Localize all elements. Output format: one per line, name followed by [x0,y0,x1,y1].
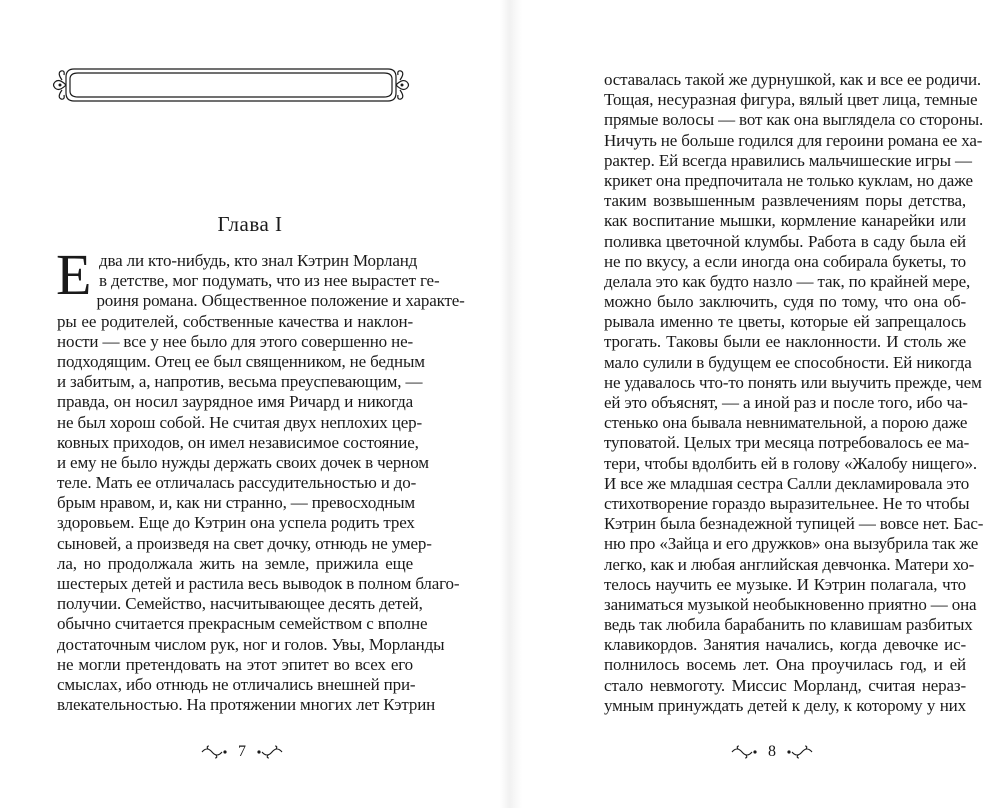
page-number: 7 [238,743,246,760]
text-line: не по вкусу, а если иногда она собирала букеты, то [604,251,966,271]
book-gutter [500,0,522,808]
text-line: получии. Семейство, насчитывающее десять детей, [57,594,423,614]
flourish-icon [256,745,284,759]
text-line: и ему не было нужды держать своих дочек в черном [57,452,429,472]
body-text [604,70,984,716]
page-number: 8 [768,743,776,760]
text-line: тери, чтобы вдолбить ей в голову «Жалобу нищего». [604,453,978,473]
ornamental-frame-icon [52,66,410,104]
text-line: обычно считается прекрасным семейством с вполне [57,614,428,634]
text-line: стало невмоготу. Миссис Морланд, считая нераз- [604,675,966,695]
text-line: Ничуть не больше годился для героини романа ее ха- [604,130,983,150]
text-line: таким возвышенным развлечениям поры детства, [604,191,966,211]
text-line: правда, он носил заурядное имя Ричард и никогда [57,392,413,412]
text-line: ры ее родителей, собственные качества и наклон- [57,311,413,331]
flourish-icon [786,745,814,759]
text-line: не удавалось что-то понять или выучить прежде, чем [604,372,982,392]
text-line: И все же младшая сестра Салли декламировала это [604,473,970,493]
text-line: делала это как будто назло — так, по крайней мере, [604,271,971,291]
text-line: туповатой. Целых три месяца потребовалось ее ма- [604,433,970,453]
text-line: два ли кто-нибудь, кто знал Кэтрин Морланд [99,251,418,270]
text-line: роиня романа. Общественное положение и характе- [96,291,465,311]
flourish-icon [730,745,758,759]
text-line: поливка цветочной клумбы. Работа в саду была ей [604,231,966,251]
drop-cap: Е [56,242,92,307]
text-line: крикет она предпочитала не только куклам, но даже [604,170,973,190]
text-line: клавикордов. Занятия начались, когда девочке ис- [604,635,966,655]
text-line: здоровьем. Еще до Кэтрин она успела родить трех [57,513,415,533]
text-line: прямые волосы — вот как она выглядела со стороны. [604,110,984,130]
text-line: смыслах, ибо отнюдь не отличались внешней при- [57,674,416,694]
text-line: ла, но продолжала жить на земле, прижила еще [57,553,413,573]
text-line: достаточным числом рук, ног и голов. Увы, Морланды [57,634,445,654]
text-line: ности — все у нее было для этого совершенно не- [57,331,413,351]
text-line: ведь так любила барабанить по клавишам разбитых [604,615,973,635]
page-number-footer [730,742,814,762]
text-line: трогать. Таковы были ее наклонности. И столь же [604,332,966,352]
flourish-icon [200,745,228,759]
text-line: Тощая, несуразная фигура, вялый цвет лица, темные [604,90,978,110]
text-line: можно было заключить, судя по тому, что она об- [604,292,966,312]
text-line: умным принуждать детей к делу, к которому у них [604,695,966,715]
text-line: телось научить ее музыке. И Кэтрин полагала, что [604,574,966,594]
text-line: шестерых детей и растила весь выводок в полном благо- [57,574,460,593]
text-line: в детстве, мог подумать, что из нее вырастет ге- [99,271,440,291]
text-line: ковных приходов, он имел независимое состояние, [57,432,419,452]
text-line: стихотворение гораздо выразительнее. Не то чтобы [604,493,970,513]
text-line: подходящим. Отец ее был священником, не бедным [57,351,425,371]
text-line: не был хорош собой. Не считая двух неплохих цер- [57,412,422,432]
text-line: оставалась такой же дурнушкой, как и все ее родичи. [604,70,982,89]
text-line: стенько она бывала невнимательной, а порою даже [604,413,968,433]
text-line: брым нравом, и, как ни странно, — превосходным [57,493,416,513]
text-line: как воспитание мышки, кормление канарейки или [604,211,966,231]
page-number-footer [200,742,284,762]
chapter-title: Глава I [217,212,283,236]
text-line: легко, как и любая английская девчонка. Матери хо- [604,554,975,574]
text-line: сыновей, а произведя на свет дочку, отнюдь не умер- [57,533,432,553]
text-line: заниматься музыкой необыкновенно приятно — она [604,594,977,614]
text-line: мало сулили в будущем ее способности. Ей никогда [604,352,972,372]
text-line: не могли претендовать на этот эпитет во всех его [57,654,413,674]
text-line: рывала именно те цветы, которые ей запрещалось [604,312,966,332]
text-line: полнилось восемь лет. Она проучилась год, и ей [604,655,966,675]
text-line: ей это объяснят, — а иной раз и после того, ибо ча- [604,393,968,412]
right-page [522,0,1006,808]
body-text [56,242,465,715]
text-line: влекательностью. На протяжении многих лет Кэтрин [57,695,436,715]
text-line: теле. Мать ее отличалась рассудительностью и до- [57,473,417,493]
text-line: и забитым, а, напротив, весьма преуспевающим, — [57,372,423,392]
text-line: Кэтрин была безнадежной тупицей — вовсе нет. Бас- [604,514,984,534]
text-line: ню про «Зайца и его дружков» она вызубрила так же [604,534,979,554]
left-page [0,0,500,808]
text-line: рактер. Ей всегда нравились мальчишеские игры — [604,150,972,170]
